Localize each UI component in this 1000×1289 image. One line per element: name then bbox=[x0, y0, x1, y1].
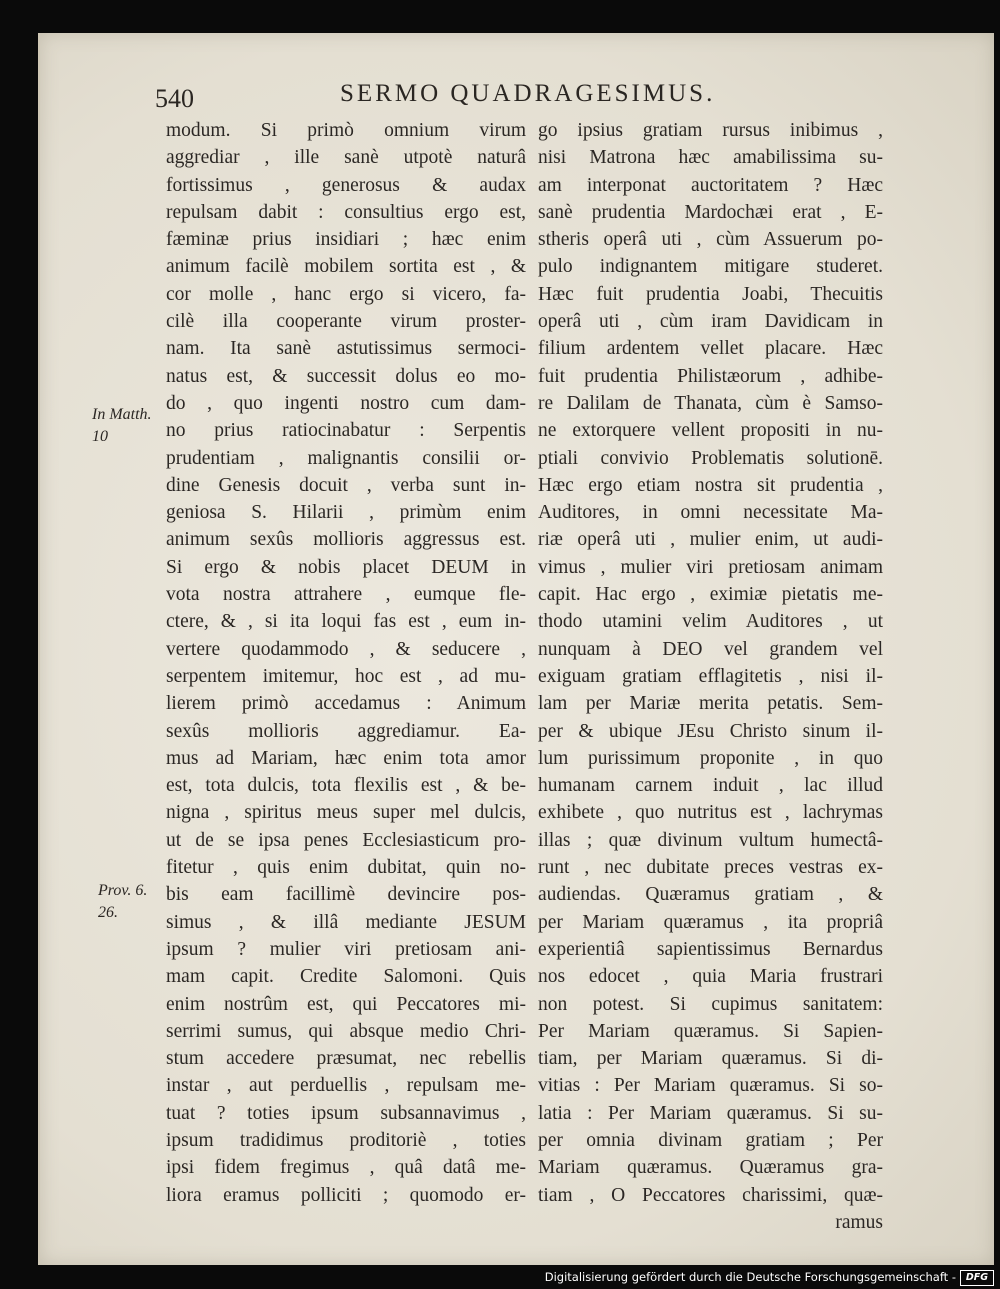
text-line: lierem primò accedamus : Animum bbox=[166, 693, 526, 715]
text-line: Hæc ergo etiam nostra sit prudentia , bbox=[538, 474, 883, 496]
text-line: Auditores, in omni necessitate Ma- bbox=[538, 502, 883, 524]
text-line: Mariam quæramus. Quæramus gra- bbox=[538, 1157, 883, 1179]
text-line: cilè illa cooperante virum proster- bbox=[166, 311, 526, 333]
text-line: Hæc fuit prudentia Joabi, Thecuitis bbox=[538, 283, 883, 305]
text-line: nam. Ita sanè astutissimus sermoci- bbox=[166, 338, 526, 360]
text-line: fæminæ prius insidiari ; hæc enim bbox=[166, 229, 526, 251]
text-line: ipsum ? mulier viri pretiosam ani- bbox=[166, 938, 526, 960]
text-line: go ipsius gratiam rursus inibimus , bbox=[538, 120, 883, 141]
left-text-column bbox=[166, 117, 526, 1209]
text-line: tuat ? toties ipsum subsannavimus , bbox=[166, 1102, 526, 1124]
text-line: vitias : Per Mariam quæramus. Si so- bbox=[538, 1075, 883, 1097]
text-line: natus est, & successit dolus eo mo- bbox=[166, 365, 526, 387]
text-line: sanè prudentia Mardochæi erat , E- bbox=[538, 201, 883, 223]
text-line: exiguam gratiam efflagitetis , nisi il- bbox=[538, 665, 883, 687]
text-line: latia : Per Mariam quæramus. Si su- bbox=[538, 1102, 883, 1124]
text-line: fuit prudentia Philistæorum , adhibe- bbox=[538, 365, 883, 387]
text-line: illas ; quæ divinum vultum humectâ- bbox=[538, 829, 883, 851]
text-line: ut de se ipsa penes Ecclesiasticum pro- bbox=[166, 829, 526, 851]
text-line: thodo utamini velim Auditores , ut bbox=[538, 611, 883, 633]
text-line: capit. Hac ergo , eximiæ pietatis me- bbox=[538, 584, 883, 606]
text-line: animum sexûs mollioris aggressus est. bbox=[166, 529, 526, 551]
text-line: instar , aut perduellis , repulsam me- bbox=[166, 1075, 526, 1097]
text-line: vimus , mulier viri pretiosam animam bbox=[538, 556, 883, 578]
text-line: filium ardentem vellet placare. Hæc bbox=[538, 338, 883, 360]
text-line: pulo indignantem mitigare studeret. bbox=[538, 256, 883, 278]
text-line: re Dalilam de Thanata, cùm è Samso- bbox=[538, 392, 883, 414]
text-line: ctere, & , si ita loqui fas est , eum in- bbox=[166, 611, 526, 633]
text-line: lam per Mariæ merita petatis. Sem- bbox=[538, 693, 883, 715]
margin-note-matthew bbox=[92, 404, 152, 448]
text-line: modum. Si primò omnium virum bbox=[166, 120, 526, 141]
text-line: geniosa S. Hilarii , primùm enim bbox=[166, 502, 526, 524]
text-line: experientiâ sapientissimus Bernardus bbox=[538, 938, 883, 960]
text-line: audiendas. Quæramus gratiam , & bbox=[538, 884, 883, 906]
text-line: prudentiam , malignantis consilii or- bbox=[166, 447, 526, 469]
margin-note-text: In Matth. 10 bbox=[92, 406, 152, 445]
text-line: mus ad Mariam, hæc enim tota amor bbox=[166, 747, 526, 769]
text-line: serpentem imitemur, hoc est , ad mu- bbox=[166, 665, 526, 687]
text-line: est, tota dulcis, tota flexilis est , & be- bbox=[166, 775, 526, 797]
text-line: Si ergo & nobis placet DEUM in bbox=[166, 556, 526, 578]
margin-note-proverbs bbox=[98, 880, 147, 924]
text-line: animum facilè mobilem sortita est , & bbox=[166, 256, 526, 278]
text-line: no prius ratiocinabatur : Serpentis bbox=[166, 420, 526, 442]
text-line: ramus bbox=[835, 1211, 883, 1233]
text-line: runt , nec dubitate preces vestras ex- bbox=[538, 857, 883, 879]
text-line: per Mariam quæramus , ita propriâ bbox=[538, 911, 883, 933]
right-text-column bbox=[538, 117, 883, 1236]
funding-credit: Digitalisierung gefördert durch die Deutsche Forschungsgemeinschaft - bbox=[544, 1270, 956, 1284]
text-line: tiam , O Peccatores charissimi, quæ- bbox=[538, 1184, 883, 1206]
page-number: 540 bbox=[155, 84, 194, 113]
text-line: vota nostra attrahere , eumque fle- bbox=[166, 584, 526, 606]
text-line: ipsum tradidimus proditoriè , toties bbox=[166, 1129, 526, 1151]
text-line: vertere quodammodo , & seducere , bbox=[166, 638, 526, 660]
text-line: dine Genesis docuit , verba sunt in- bbox=[166, 474, 526, 496]
text-line: nos edocet , quia Maria frustrari bbox=[538, 966, 883, 988]
text-line: non potest. Si cupimus sanitatem: bbox=[538, 993, 883, 1015]
text-line: nisi Matrona hæc amabilissima su- bbox=[538, 147, 883, 169]
text-line: stheris operâ uti , cùm Assuerum po- bbox=[538, 229, 883, 251]
text-line: per omnia divinam gratiam ; Per bbox=[538, 1129, 883, 1151]
text-line: mam capit. Credite Salomoni. Quis bbox=[166, 966, 526, 988]
text-line: nunquam à DEO vel grandem vel bbox=[538, 638, 883, 660]
text-line: lum purissimum proponite , in quo bbox=[538, 747, 883, 769]
text-line: fitetur , quis enim dubitat, quin no- bbox=[166, 857, 526, 879]
text-line: serrimi sumus, qui absque medio Chri- bbox=[166, 1020, 526, 1042]
text-line: sexûs mollioris aggrediamur. Ea- bbox=[166, 720, 526, 742]
text-line: nigna , spiritus meus super mel dulcis, bbox=[166, 802, 526, 824]
text-line: am interponat auctoritatem ? Hæc bbox=[538, 174, 883, 196]
text-line: ne extorquere vellent propositi in nu- bbox=[538, 420, 883, 442]
text-line: stum accedere præsumat, nec rebellis bbox=[166, 1048, 526, 1070]
text-line: aggrediar , ille sanè utpotè naturâ bbox=[166, 147, 526, 169]
text-line: bis eam facillimè devincire pos- bbox=[166, 884, 526, 906]
text-line: exhibete , quo nutritus est , lachrymas bbox=[538, 802, 883, 824]
text-line: repulsam dabit : consultius ergo est, bbox=[166, 201, 526, 223]
text-line: ipsi fidem fregimus , quâ datâ me- bbox=[166, 1157, 526, 1179]
text-line: simus , & illâ mediante JESUM bbox=[166, 911, 526, 933]
text-line: cor molle , hanc ergo si vicero, fa- bbox=[166, 283, 526, 305]
margin-note-text: Prov. 6. 26. bbox=[98, 882, 148, 921]
text-line: do , quo ingenti nostro cum dam- bbox=[166, 392, 526, 414]
text-line: humanam carnem induit , lac illud bbox=[538, 775, 883, 797]
footer-bar bbox=[0, 1266, 1000, 1289]
text-line: liora eramus polliciti ; quomodo er- bbox=[166, 1184, 526, 1206]
text-line: ptiali convivio Problematis solutionē. bbox=[538, 447, 883, 469]
text-line: enim nostrûm est, qui Peccatores mi- bbox=[166, 993, 526, 1015]
dfg-logo: DFG bbox=[960, 1270, 994, 1286]
text-line: riæ operâ uti , mulier enim, ut audi- bbox=[538, 529, 883, 551]
text-line: fortissimus , generosus & audax bbox=[166, 174, 526, 196]
text-line: tiam, per Mariam quæramus. Si di- bbox=[538, 1048, 883, 1070]
text-line: operâ uti , cùm iram Davidicam in bbox=[538, 311, 883, 333]
text-line: Per Mariam quæramus. Si Sapien- bbox=[538, 1020, 883, 1042]
text-line: per & ubique JEsu Christo sinum il- bbox=[538, 720, 883, 742]
running-title: SERMO QUADRAGESIMUS. bbox=[340, 80, 716, 107]
